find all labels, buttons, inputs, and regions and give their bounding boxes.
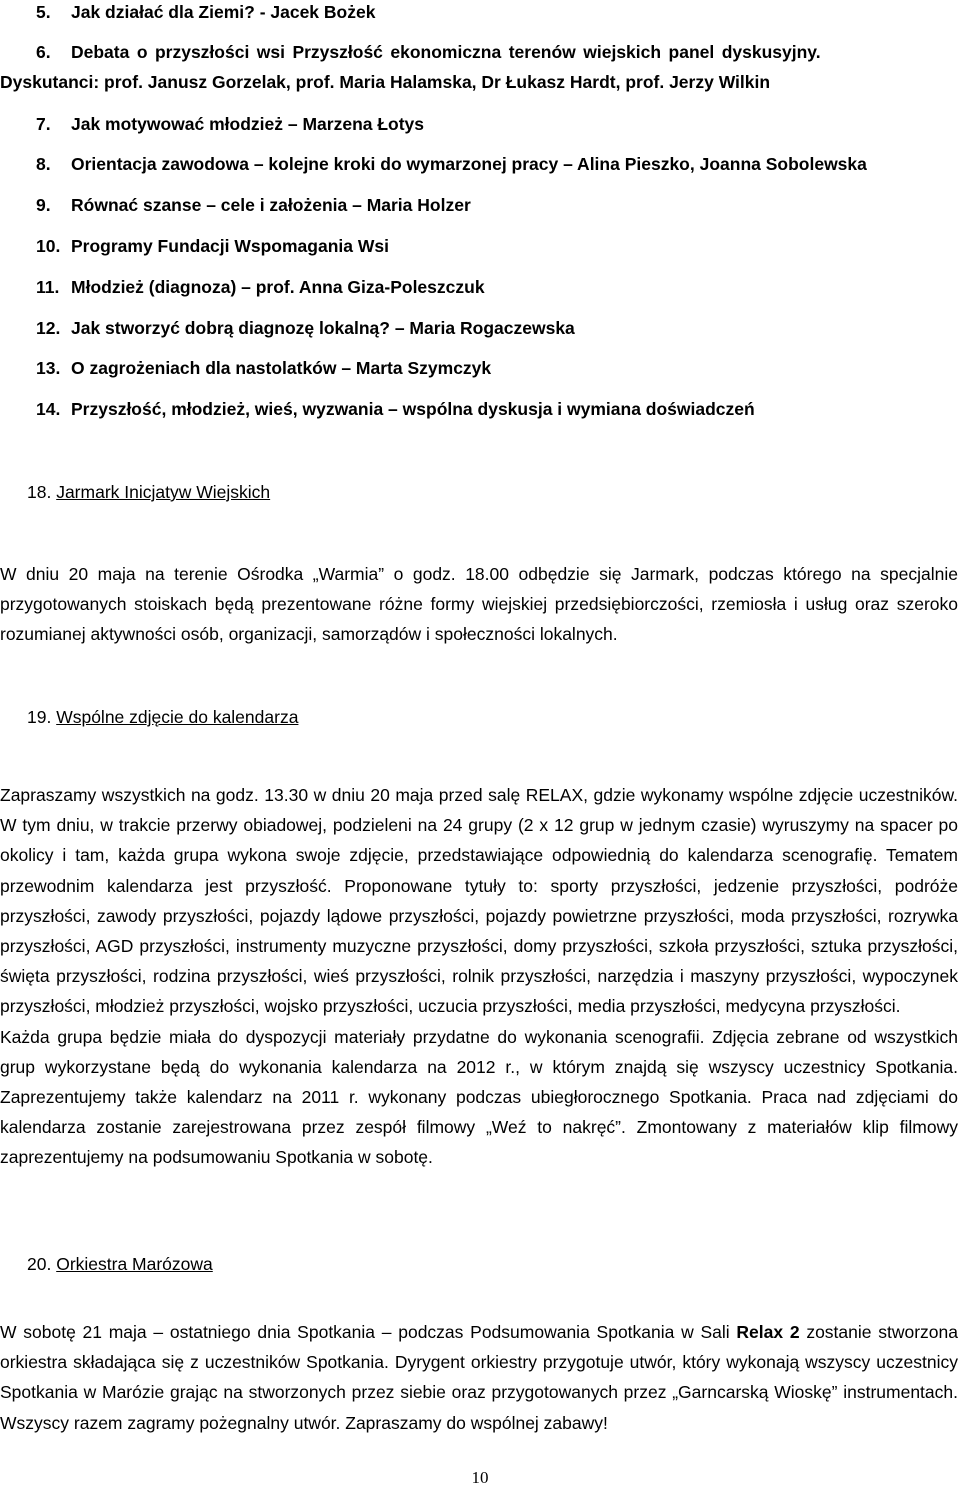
item-text: Jak stworzyć dobrą diagnozę lokalną? – Maria Rogaczewska [71,318,575,338]
section-number: 19. [27,707,52,727]
paragraph [0,1317,958,1438]
section-body [0,780,958,1173]
section-heading-orkiestra [27,1252,213,1276]
item-number: 5. [36,2,51,22]
item-text: Jak działać dla Ziemi? - Jacek Bożek [71,2,376,22]
item-number: 7. [36,114,51,134]
item-number: 6. [36,42,51,62]
paragraph-text: zostanie stworzona orkiestra składająca się z uczestników Spotkania. Dyrygent orkiestry przygotuje utwór, który wykonają wszyscy uczestnicy Spotkania w Marózie grając na stworzonych przez siebie oraz przygotowanych przez „Garncarską Wioskę” instrumentach. Wszyscy razem zagramy pożegnalny utwór. Zapraszamy do wspólnej zabawy! [0,1322,958,1433]
paragraph: W dniu 20 maja na terenie Ośrodka „Warmia” o godz. 18.00 odbędzie się Jarmark, podczas którego na specjalnie przygotowanych stoiskach będą prezentowane różne formy wiejskiej przedsiębiorczości, rzemiosła i usług oraz szeroko rozumianej aktywności osób, organizacji, samorządów i społeczności lokalnych. [0,564,958,645]
item-text: Równać szanse – cele i założenia – Maria Holzer [71,195,471,215]
paragraph: Zapraszamy wszystkich na godz. 13.30 w dniu 20 maja przed salę RELAX, gdzie wykonamy wspólne zdjęcie uczestników. W tym dniu, w trakcie przerwy obiadowej, podzieleni na 24 grupy (2 x 12 grup w jednym czasie) wyruszymy na spacer po okolicy i tam, każda grupa wykona swoje zdjęcie, przedstawiające odpowiednią do kalendarza scenografię. Tematem przewodnim kalendarza jest przyszłość. Proponowane tytuły to: sporty przyszłości, jedzenie przyszłości, podróże przyszłości, zawody przyszłości, pojazdy lądowe przyszłości, pojazdy powietrzne przyszłości, moda przyszłości, rozrywka przyszłości, AGD przyszłości, instrumenty muzyczne przyszłości, domy przyszłości, szkoła przyszłości, sztuka przyszłości, święta przyszłości, rodzina przyszłości, wieś przyszłości, rolnik przyszłości, narzędzia i maszyny przyszłości, wypoczynek przyszłości, młodzież przyszłości, wojsko przyszłości, uczucia przyszłości, media przyszłości, medycyna przyszłości. [0,785,958,1017]
item-text: Programy Fundacji Wspomagania Wsi [71,236,389,256]
section-title: Orkiestra Marózowa [56,1254,213,1274]
section-body [0,559,958,650]
section-number: 18. [27,482,52,502]
section-number: 20. [27,1254,52,1274]
item-text: Jak motywować młodzież – Marzena Łotys [71,114,425,134]
item-number: 13. [36,358,61,378]
item-number: 10. [36,236,61,256]
item-text: Orientacja zawodowa – kolejne kroki do wymarzonej pracy – Alina Pieszko, Joanna Sobolewska [71,154,867,174]
item-text: Debata o przyszłości wsi Przyszłość ekonomiczna terenów wiejskich panel dyskusyjny. [71,42,821,62]
section-body [0,1317,958,1438]
item-text: O zagrożeniach dla nastolatków – Marta Szymczyk [71,358,492,378]
item-number: 11. [36,277,60,297]
item-number: 14. [36,399,61,419]
section-title: Wspólne zdjęcie do kalendarza [56,707,299,727]
item-number: 8. [36,154,51,174]
section-heading-jarmark [27,480,270,504]
item-text: Dyskutanci: prof. Janusz Gorzelak, prof. Maria Halamska, Dr Łukasz Hardt, prof. Jerzy Wilkin [0,72,771,92]
item-text: Młodzież (diagnoza) – prof. Anna Giza-Poleszczuk [71,277,485,297]
room-name: Relax 2 [736,1322,800,1342]
item-text: Przyszłość, młodzież, wieś, wyzwania – wspólna dyskusja i wymiana doświadczeń [71,399,755,419]
item-number: 9. [36,195,51,215]
paragraph: Każda grupa będzie miała do dyspozycji materiały przydatne do wykonania scenografii. Zdjęcia zebrane od wszystkich grup wykorzystane będą do wykonania kalendarza na 2012 r., w którym znajdą się wszyscy uczestnicy Spotkania. Zaprezentujemy także kalendarz na 2011 r. wykonany podczas ubiegłorocznego Spotkania. Praca nad zdjęciami do kalendarza zostanie zarejestrowana przez zespół filmowy „Weź to nakręć”. Zmontowany z materiałów klip filmowy zaprezentujemy na podsumowaniu Spotkania w sobotę. [0,1026,958,1168]
section-heading-kalendarz [27,705,298,729]
section-title: Jarmark Inicjatyw Wiejskich [56,482,271,502]
page-number: 10 [471,1468,489,1487]
paragraph-text: W sobotę 21 maja – ostatniego dnia Spotkania – podczas Podsumowania Spotkania w Sali [0,1322,737,1342]
item-number: 12. [36,318,61,338]
